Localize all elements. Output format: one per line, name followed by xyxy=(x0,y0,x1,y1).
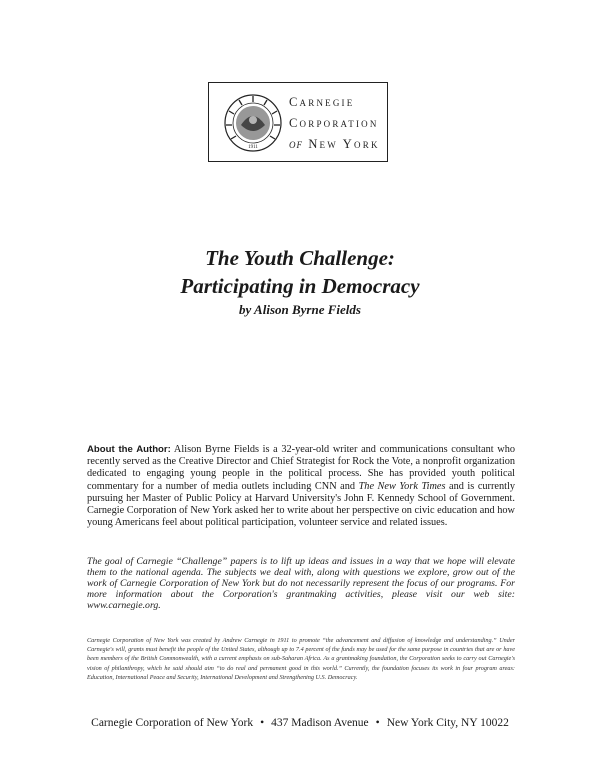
seal-year: 1911 xyxy=(248,145,258,150)
footer-address: 437 Madison Avenue xyxy=(271,717,369,729)
footer-city: New York City, NY 10022 xyxy=(386,717,509,729)
about-nyt: The New York Times xyxy=(358,480,446,492)
footer-separator-1: • xyxy=(260,717,265,729)
logo-of: of xyxy=(289,137,303,151)
corporation-seal-icon xyxy=(223,93,283,153)
logo-line-3 xyxy=(289,134,384,155)
footer-org: Carnegie Corporation of New York xyxy=(91,717,254,729)
carnegie-logo xyxy=(208,82,388,162)
logo-line-1: Carnegie xyxy=(289,95,355,109)
page-footer xyxy=(0,717,600,729)
author-byline: by Alison Byrne Fields xyxy=(239,302,361,317)
logo-wordmark xyxy=(289,92,384,155)
about-text-2: and is currently pursuing her Master of Public Policy at Harvard University's John F. Kennedy School of Government. Carnegie Corporation of New York asked her to write about her perspective on civic education and how young Americans feel about political participation, volunteer service and related issues. xyxy=(87,480,515,529)
challenge-papers-goal: The goal of Carnegie “Challenge” papers is to lift up ideas and issues in a way that we hope will elevate them to the national agenda. The subjects we deal with, along with questions we explore, grow out of the work of Carnegie Corporation of New York but do not necessarily represent the focus of our programs. For more information about the Corporation's grantmaking activities, please visit our web site: www.carnegie.org. xyxy=(87,556,515,611)
about-text-1: Alison Byrne Fields is a 32-year-old writer and communications consultant who recently served as the Creative Director and Chief Strategist for Rock the Vote, a nonprofit organization dedicated to engaging young people in the political process. She has provided youth political commentary for a number of media outlets including CNN and xyxy=(87,444,515,492)
logo-line-2: Corporation xyxy=(289,116,379,130)
footer-separator-2: • xyxy=(375,717,380,729)
about-the-author xyxy=(87,444,515,529)
document-title-line-1: The Youth Challenge: xyxy=(205,246,395,270)
foundation-description: Carnegie Corporation of New York was created by Andrew Carnegie in 1911 to promote “the advancement and diffusion of knowledge and understanding.” Under Carnegie's will, grants must benefit the people of the United States, although up to 7.4 percent of the funds may be used for the same purpose in countries that are or have been members of the British Commonwealth, with a current emphasis on sub-Saharan Africa. As a grantmaking foundation, the Corporation seeks to carry out Carnegie's vision of philanthropy, which he said should aim “to do real and permanent good in this world.” Currently, the foundation focuses its work in four program areas: Education, International Peace and Security, International Development and Strengthening U.S. Democracy. xyxy=(87,637,515,681)
logo-new-york: New York xyxy=(308,137,380,151)
document-title-line-2: Participating in Democracy xyxy=(180,274,420,298)
about-lead: About the Author: xyxy=(87,444,171,455)
